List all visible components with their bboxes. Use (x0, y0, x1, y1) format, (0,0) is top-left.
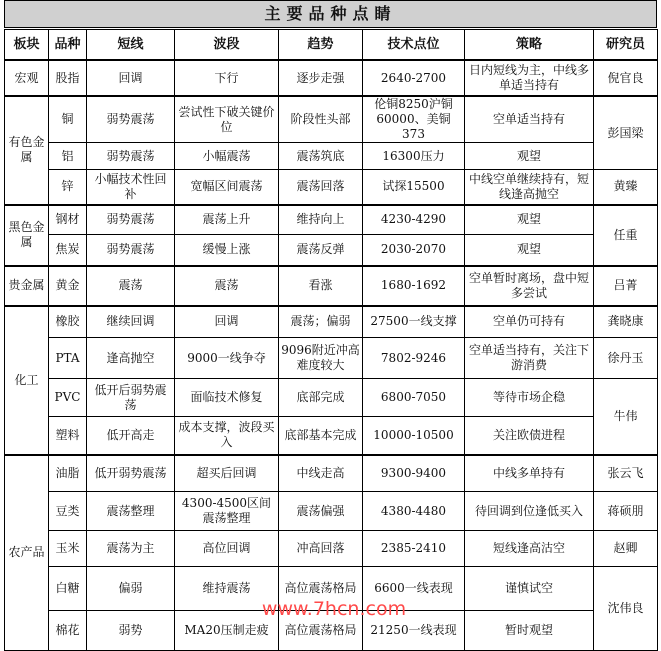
item-cell: 玉米 (49, 531, 87, 567)
table-row (5, 96, 658, 143)
swing-cell: MA20压制走疲 (175, 611, 279, 651)
levels-cell: 伦铜8250沪铜60000、美铜373 (363, 96, 465, 143)
short-cell: 低开后弱势震荡 (87, 379, 175, 417)
header-short: 短线 (87, 30, 175, 61)
swing-cell: 面临技术修复 (175, 379, 279, 417)
levels-cell: 10000-10500 (363, 417, 465, 455)
levels-cell: 27500一线支撑 (363, 306, 465, 338)
levels-cell: 4380-4480 (363, 492, 465, 531)
strategy-cell: 关注欧债进程 (465, 417, 594, 455)
strategy-cell: 空单暂时离场，盘中短多尝试 (465, 266, 594, 306)
levels-cell: 7802-9246 (363, 338, 465, 379)
short-cell: 震荡为主 (87, 531, 175, 567)
header-analyst: 研究员 (594, 30, 658, 61)
table-row (5, 170, 658, 205)
trend-cell: 逐步走强 (279, 60, 363, 96)
watermark-url: www.7hcn.com (261, 598, 407, 620)
analyst-cell: 任重 (594, 205, 658, 266)
page-title: 主要品种点睛 (4, 0, 657, 28)
header-sector: 板块 (5, 30, 49, 61)
swing-cell: 震荡上升 (175, 205, 279, 235)
table-row (5, 60, 658, 96)
swing-cell: 超买后回调 (175, 455, 279, 492)
item-cell: 钢材 (49, 205, 87, 235)
short-cell: 弱势震荡 (87, 205, 175, 235)
table-row (5, 235, 658, 266)
table-row (5, 531, 658, 567)
analyst-cell: 倪官良 (594, 60, 658, 96)
swing-cell: 尝试性下破关键价位 (175, 96, 279, 143)
sector-cell: 化工 (5, 306, 49, 455)
strategy-cell: 观望 (465, 235, 594, 266)
trend-cell: 高位震荡格局 (279, 567, 363, 611)
short-cell: 偏弱 (87, 567, 175, 611)
table-row (5, 492, 658, 531)
table-row (5, 143, 658, 170)
trend-cell: 震荡反弹 (279, 235, 363, 266)
strategy-cell: 待回调到位逢低买入 (465, 492, 594, 531)
swing-cell: 缓慢上涨 (175, 235, 279, 266)
analyst-cell: 黄臻 (594, 170, 658, 205)
levels-cell: 21250一线表现 (363, 611, 465, 651)
levels-cell: 6800-7050 (363, 379, 465, 417)
trend-cell: 底部完成 (279, 379, 363, 417)
levels-cell: 4230-4290 (363, 205, 465, 235)
levels-cell: 1680-1692 (363, 266, 465, 306)
short-cell: 弱势震荡 (87, 96, 175, 143)
short-cell: 弱势震荡 (87, 235, 175, 266)
short-cell: 弱势震荡 (87, 143, 175, 170)
short-cell: 低开弱势震荡 (87, 455, 175, 492)
short-cell: 逢高抛空 (87, 338, 175, 379)
item-cell: 橡胶 (49, 306, 87, 338)
analyst-cell: 蒋硕朋 (594, 492, 658, 531)
strategy-cell: 等待市场企稳 (465, 379, 594, 417)
analyst-cell: 龚晓康 (594, 306, 658, 338)
table-row (5, 266, 658, 306)
sector-cell: 农产品 (5, 455, 49, 651)
header-row (5, 30, 658, 61)
short-cell: 低开高走 (87, 417, 175, 455)
analyst-cell: 牛伟 (594, 379, 658, 455)
strategy-cell: 观望 (465, 205, 594, 235)
trend-cell: 高位震荡格局 (279, 611, 363, 651)
trend-cell: 震荡筑底 (279, 143, 363, 170)
levels-cell: 2385-2410 (363, 531, 465, 567)
header-strategy: 策略 (465, 30, 594, 61)
strategy-cell: 中线空单继续持有，短线逢高抛空 (465, 170, 594, 205)
strategy-cell: 日内短线为主，中线多单适当持有 (465, 60, 594, 96)
levels-cell: 2030-2070 (363, 235, 465, 266)
trend-cell: 震荡回落 (279, 170, 363, 205)
swing-cell: 4300-4500区间震荡整理 (175, 492, 279, 531)
short-cell: 继续回调 (87, 306, 175, 338)
varieties-table (4, 29, 658, 651)
strategy-cell: 空单适当持有 (465, 96, 594, 143)
trend-cell: 底部基本完成 (279, 417, 363, 455)
table-row (5, 306, 658, 338)
levels-cell: 6600一线表现 (363, 567, 465, 611)
trend-cell: 阶段性头部 (279, 96, 363, 143)
short-cell: 回调 (87, 60, 175, 96)
swing-cell: 宽幅区间震荡 (175, 170, 279, 205)
item-cell: 豆类 (49, 492, 87, 531)
item-cell: 油脂 (49, 455, 87, 492)
trend-cell: 维持向上 (279, 205, 363, 235)
strategy-cell: 暂时观望 (465, 611, 594, 651)
item-cell: PVC (49, 379, 87, 417)
table-row (5, 379, 658, 417)
header-swing: 波段 (175, 30, 279, 61)
item-cell: 铝 (49, 143, 87, 170)
sector-cell: 贵金属 (5, 266, 49, 306)
strategy-cell: 谨慎试空 (465, 567, 594, 611)
item-cell: 股指 (49, 60, 87, 96)
header-levels: 技术点位 (363, 30, 465, 61)
table-row (5, 455, 658, 492)
swing-cell: 震荡 (175, 266, 279, 306)
strategy-cell: 空单适当持有，关注下游消费 (465, 338, 594, 379)
swing-cell: 小幅震荡 (175, 143, 279, 170)
strategy-cell: 空单仍可持有 (465, 306, 594, 338)
item-cell: 白糖 (49, 567, 87, 611)
item-cell: PTA (49, 338, 87, 379)
table-row (5, 338, 658, 379)
analyst-cell: 张云飞 (594, 455, 658, 492)
strategy-cell: 中线多单持有 (465, 455, 594, 492)
item-cell: 棉花 (49, 611, 87, 651)
swing-cell: 下行 (175, 60, 279, 96)
table-row (5, 417, 658, 455)
levels-cell: 9300-9400 (363, 455, 465, 492)
strategy-cell: 观望 (465, 143, 594, 170)
short-cell: 小幅技术性回补 (87, 170, 175, 205)
item-cell: 焦炭 (49, 235, 87, 266)
short-cell: 震荡整理 (87, 492, 175, 531)
trend-cell: 9096附近冲高难度较大 (279, 338, 363, 379)
swing-cell: 9000一线争夺 (175, 338, 279, 379)
sector-cell: 宏观 (5, 60, 49, 96)
table-row (5, 205, 658, 235)
trend-cell: 冲高回落 (279, 531, 363, 567)
item-cell: 锌 (49, 170, 87, 205)
header-trend: 趋势 (279, 30, 363, 61)
sector-cell: 黑色金属 (5, 205, 49, 266)
analyst-cell: 吕菁 (594, 266, 658, 306)
header-item: 品种 (49, 30, 87, 61)
item-cell: 黄金 (49, 266, 87, 306)
swing-cell: 维持震荡 (175, 567, 279, 611)
levels-cell: 2640-2700 (363, 60, 465, 96)
levels-cell: 试探15500 (363, 170, 465, 205)
trend-cell: 震荡；偏弱 (279, 306, 363, 338)
swing-cell: 成本支撑，波段买入 (175, 417, 279, 455)
analyst-cell: 赵卿 (594, 531, 658, 567)
short-cell: 震荡 (87, 266, 175, 306)
item-cell: 塑料 (49, 417, 87, 455)
strategy-cell: 短线逢高沽空 (465, 531, 594, 567)
swing-cell: 回调 (175, 306, 279, 338)
sector-cell: 有色金属 (5, 96, 49, 205)
trend-cell: 中线走高 (279, 455, 363, 492)
analyst-cell: 沈伟良 (594, 567, 658, 651)
levels-cell: 16300压力 (363, 143, 465, 170)
trend-cell: 震荡偏强 (279, 492, 363, 531)
swing-cell: 高位回调 (175, 531, 279, 567)
report-sheet (4, 0, 657, 641)
item-cell: 铜 (49, 96, 87, 143)
analyst-cell: 彭国梁 (594, 96, 658, 170)
short-cell: 弱势 (87, 611, 175, 651)
trend-cell: 看涨 (279, 266, 363, 306)
analyst-cell: 徐丹玉 (594, 338, 658, 379)
